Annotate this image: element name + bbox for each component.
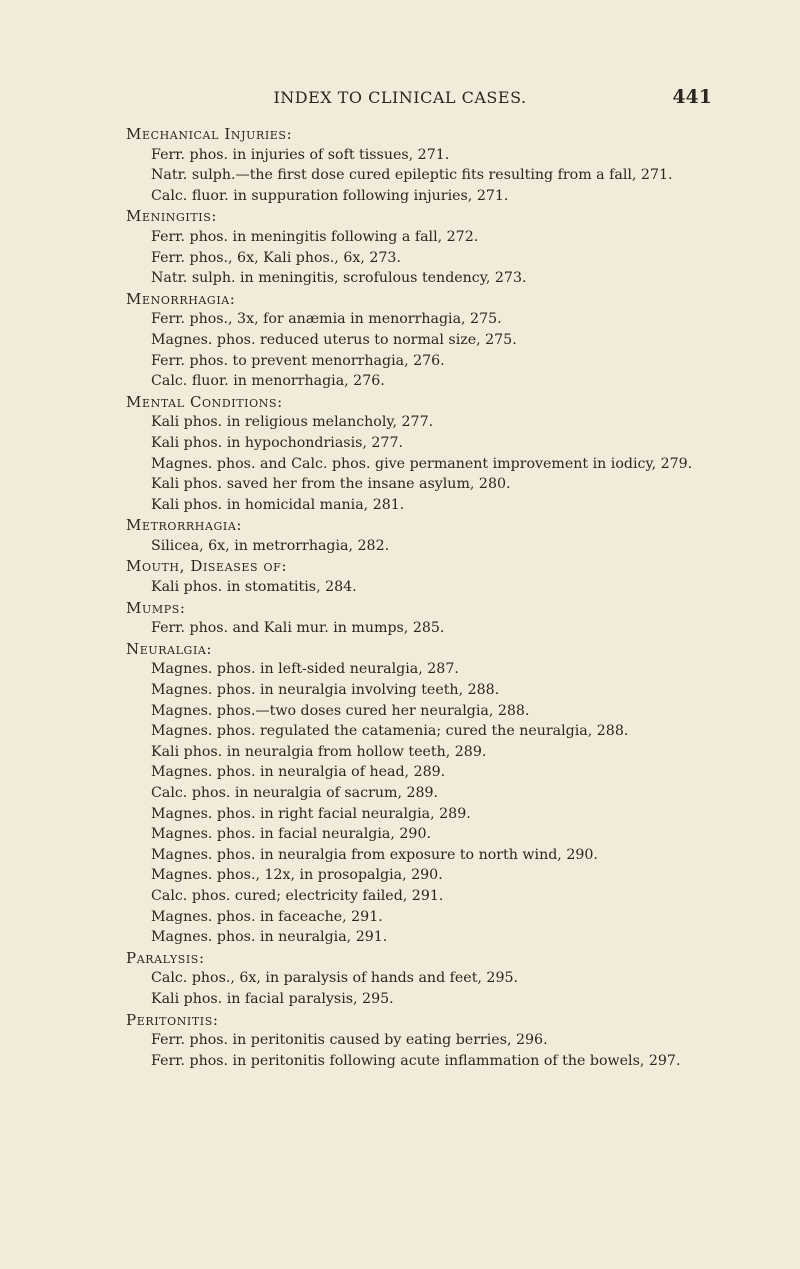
- index-entry: Ferr. phos. in injuries of soft tissues, 271.: [151, 146, 450, 163]
- index-entry: Kali phos. in hypochondriasis, 277.: [151, 434, 403, 451]
- index-entry: Magnes. phos. in left-sided neuralgia, 287.: [151, 661, 459, 678]
- index-entry: Ferr. phos. and Kali mur. in mumps, 285.: [151, 620, 445, 637]
- index-entry: Magnes. phos. in neuralgia from exposure to north wind, 290.: [151, 846, 598, 863]
- index-section: [126, 1010, 716, 1072]
- section-heading: Neuralgia:: [126, 639, 213, 658]
- section-heading: Mouth, Diseases of:: [126, 557, 287, 576]
- index-entry: Ferr. phos., 6x, Kali phos., 6x, 273.: [151, 249, 401, 266]
- index-entry: Kali phos. in homicidal mania, 281.: [151, 496, 405, 513]
- index-entry: Magnes. phos. in neuralgia, 291.: [151, 929, 388, 946]
- index-entry: Ferr. phos. to prevent menorrhagia, 276.: [151, 352, 445, 369]
- index-section: [126, 639, 716, 948]
- index-section: [126, 289, 716, 392]
- index-entry: Magnes. phos.—two doses cured her neuralgia, 288.: [151, 702, 530, 719]
- index-entry: Magnes. phos., 12x, in prosopalgia, 290.: [151, 867, 443, 884]
- page-number: 441: [672, 86, 712, 108]
- index-entry: Magnes. phos. in right facial neuralgia, 289.: [151, 805, 471, 822]
- index-entry: Ferr. phos. in peritonitis following acute inflammation of the bowels, 297.: [151, 1052, 681, 1069]
- index-entry: Silicea, 6x, in metrorrhagia, 282.: [151, 537, 390, 554]
- index-entry: Ferr. phos. in meningitis following a fall, 272.: [151, 228, 479, 245]
- index-entry: Natr. sulph. in meningitis, scrofulous tendency, 273.: [151, 270, 527, 287]
- index-section: [126, 124, 716, 206]
- index-entry: Calc. fluor. in suppuration following injuries, 271.: [151, 187, 509, 204]
- index-entry: Ferr. phos., 3x, for anæmia in menorrhagia, 275.: [151, 311, 502, 328]
- index-entry: Calc. phos. in neuralgia of sacrum, 289.: [151, 785, 439, 801]
- index-entry: Magnes. phos. in neuralgia involving teeth, 288.: [151, 682, 500, 699]
- section-heading: Metrorrhagia:: [126, 516, 243, 535]
- index-entry: Calc. fluor. in menorrhagia, 276.: [151, 373, 385, 390]
- index-entry: Magnes. phos. and Calc. phos. give permanent improvement in iodicy, 279.: [151, 455, 693, 472]
- section-heading: Menorrhagia:: [126, 289, 236, 308]
- index-entry: Calc. phos., 6x, in paralysis of hands and feet, 295.: [151, 970, 519, 987]
- index-section: [126, 598, 716, 639]
- index-section: [126, 556, 716, 597]
- index-entry: Calc. phos. cured; electricity failed, 291.: [151, 887, 444, 904]
- index-entry: Ferr. phos. in peritonitis caused by eating berries, 296.: [151, 1032, 548, 1049]
- section-heading: Paralysis:: [126, 948, 205, 967]
- page-header: [0, 88, 800, 112]
- index-entry: Magnes. phos. in neuralgia of head, 289.: [151, 764, 446, 781]
- section-heading: Mental Conditions:: [126, 392, 283, 411]
- index-section: [126, 392, 716, 516]
- index-entry: Magnes. phos. in facial neuralgia, 290.: [151, 826, 431, 843]
- index-entry: Magnes. phos. reduced uterus to normal size, 275.: [151, 331, 517, 348]
- section-heading: Meningitis:: [126, 207, 217, 226]
- index-content: [126, 124, 716, 1071]
- section-heading: Mechanical Injuries:: [126, 125, 293, 143]
- index-entry: Magnes. phos. regulated the catamenia; cured the neuralgia, 288.: [151, 723, 629, 740]
- index-section: [126, 206, 716, 288]
- index-section: [126, 948, 716, 1010]
- index-section: [126, 515, 716, 556]
- index-entry: Magnes. phos. in faceache, 291.: [151, 908, 383, 925]
- running-title: INDEX TO CLINICAL CASES.: [273, 88, 527, 107]
- index-entry: Kali phos. in stomatitis, 284.: [151, 579, 357, 596]
- index-entry: Kali phos. saved her from the insane asylum, 280.: [151, 476, 511, 493]
- index-entry: Kali phos. in facial paralysis, 295.: [151, 990, 394, 1007]
- section-heading: Peritonitis:: [126, 1010, 219, 1029]
- index-entry: Natr. sulph.—the first dose cured epileptic fits resulting from a fall, 271.: [151, 167, 673, 184]
- index-entry: Kali phos. in neuralgia from hollow teeth, 289.: [151, 743, 487, 760]
- section-heading: Mumps:: [126, 598, 186, 617]
- index-entry: Kali phos. in religious melancholy, 277.: [151, 414, 434, 431]
